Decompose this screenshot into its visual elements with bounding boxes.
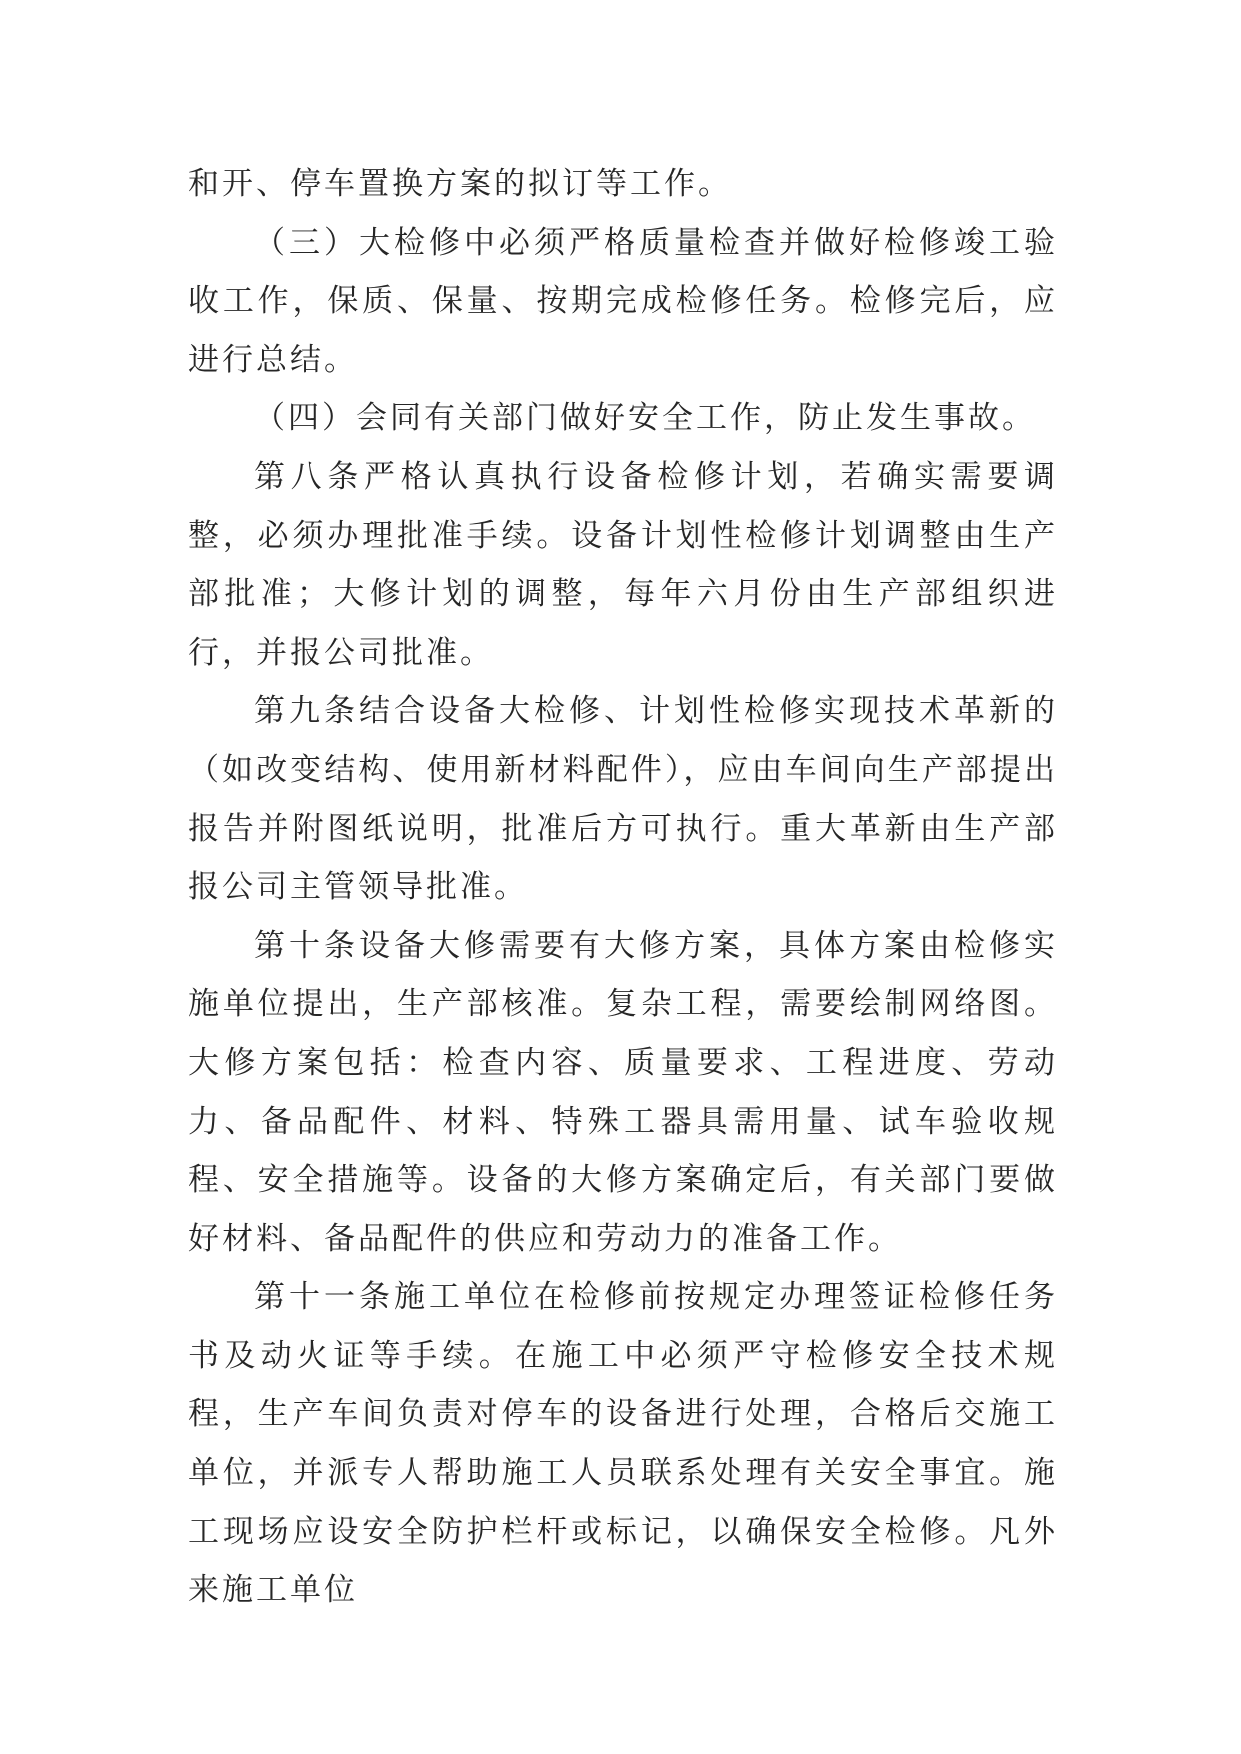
paragraph-article-9: 第九条结合设备大检修、计划性检修实现技术革新的（如改变结构、使用新材料配件），应由车间向生产部提出报告并附图纸说明，批准后方可执行。重大革新由生产部报公司主管领导批准。 [188,693,1058,906]
paragraph-article-11: 第十一条施工单位在检修前按规定办理签证检修任务书及动火证等手续。在施工中必须严守检修安全技术规程，生产车间负责对停车的设备进行处理，合格后交施工单位，并派专人帮助施工人员联系处理有关安全事宜。施工现场应设安全防护栏杆或标记，以确保安全检修。凡外来施工单位 [188,1279,1058,1609]
paragraph-item-3: （三）大检修中必须严格质量检查并做好检修竣工验收工作，保质、保量、按期完成检修任务。检修完后，应进行总结。 [188,224,1058,378]
paragraph-article-8: 第八条严格认真执行设备检修计划，若确实需要调整，必须办理批准手续。设备计划性检修计划调整由生产部批准；大修计划的调整，每年六月份由生产部组织进行，并报公司批准。 [188,458,1058,671]
document-body [188,155,1058,1620]
paragraph-item-4: （四）会同有关部门做好安全工作，防止发生事故。 [254,400,1036,437]
paragraph-article-10: 第十条设备大修需要有大修方案，具体方案由检修实施单位提出，生产部核准。复杂工程，需要绘制网络图。大修方案包括：检查内容、质量要求、工程进度、劳动力、备品配件、材料、特殊工器具需用量、试车验收规程、安全措施等。设备的大修方案确定后，有关部门要做好材料、备品配件的供应和劳动力的准备工作。 [188,927,1058,1257]
paragraph-continuation: 和开、停车置换方案的拟订等工作。 [188,166,732,202]
